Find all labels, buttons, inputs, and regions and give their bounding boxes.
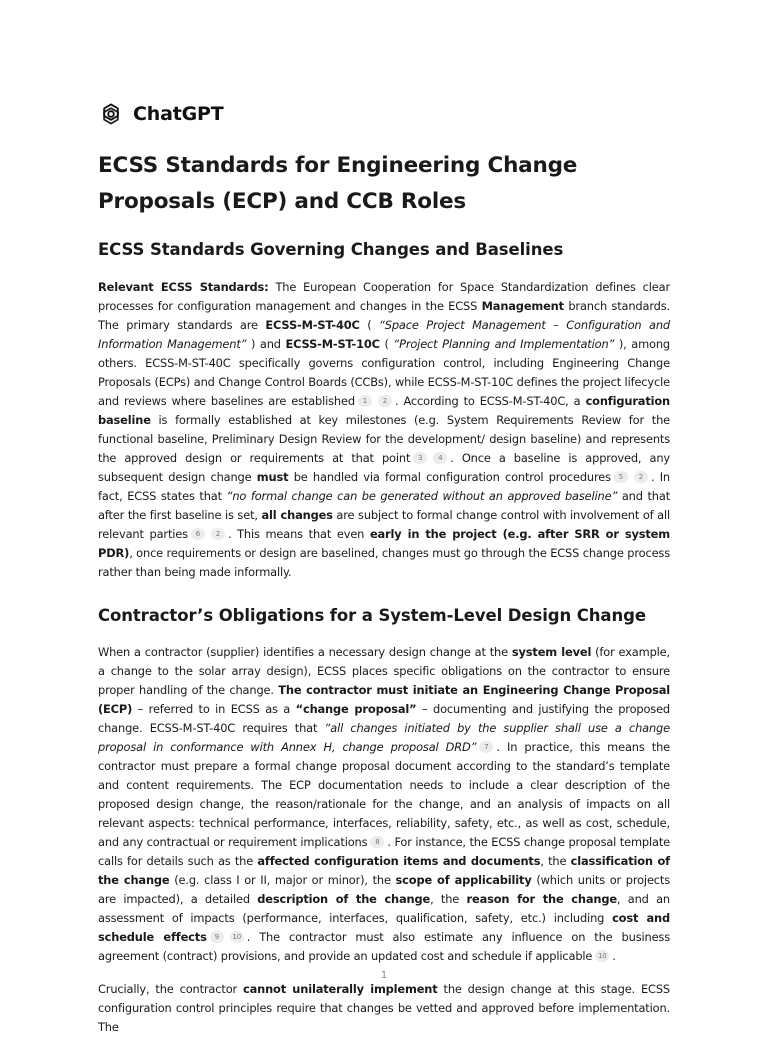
bold-text: cannot unilaterally implement	[242, 982, 438, 996]
citation-badge[interactable]: 2	[211, 528, 225, 540]
text-run: – referred to in ECSS as a	[132, 702, 296, 716]
text-run: . The contractor must also estimate any influence on the business agreement (contract) provisions, and provide an updated cost and schedule if applicable	[98, 930, 670, 963]
text-run: (	[359, 318, 380, 332]
text-run: is formally established at key milestones (e.g. System Requirements Review for the functional baseline, Preliminary Design Review for the development/ design baseline) and represents the approved design or requirements at that point	[98, 413, 670, 465]
openai-logo-icon	[98, 101, 124, 127]
section-heading-baselines: ECSS Standards Governing Changes and Baselines	[98, 240, 564, 259]
bold-text: cost and schedule effects	[98, 911, 670, 944]
bold-text: early in the project (e.g. after SRR or system PDR)	[98, 527, 670, 560]
paragraph-contractor-ecp	[98, 643, 670, 966]
italic-quote: “no formal change can be generated without an approved baseline”	[226, 489, 618, 503]
text-run: (e.g. class I or II, major or minor), the	[169, 873, 396, 887]
citation-badge[interactable]: 3	[413, 452, 427, 464]
bold-text: scope of applicability	[395, 873, 532, 887]
citation-badge[interactable]: 2	[634, 471, 648, 483]
brand-header	[98, 96, 670, 132]
text-run: Crucially, the contractor	[98, 982, 243, 996]
citation-badge[interactable]: 9	[210, 931, 224, 943]
document-title: ECSS Standards for Engineering Change Proposals (ECP) and CCB Roles	[98, 153, 578, 214]
text-run: , once requirements or design are baselined, changes must go through the ECSS change process rather than being made informally.	[98, 546, 670, 579]
citation-badge[interactable]: 5	[614, 471, 628, 483]
citation-badge[interactable]: 4	[433, 452, 447, 464]
bold-text: classification of the change	[98, 854, 670, 887]
bold-text: description of the change	[257, 892, 431, 906]
paragraph-relevant-standards	[98, 278, 670, 582]
text-run: . For instance, the ECSS change proposal template calls for details such as the	[98, 835, 670, 868]
citation-badge[interactable]: 10	[595, 950, 609, 962]
bold-text: The contractor must initiate an Engineering Change Proposal (ECP)	[98, 683, 670, 716]
paragraph-cannot-implement	[98, 980, 670, 1037]
bold-text: Relevant ECSS Standards:	[98, 280, 269, 294]
bold-text: ECSS-M-ST-10C	[285, 337, 380, 351]
bold-text: “change proposal”	[295, 702, 417, 716]
bold-text: reason for the change	[466, 892, 617, 906]
brand-name: ChatGPT	[133, 103, 224, 125]
text-run: ) and	[246, 337, 286, 351]
text-run: – documenting and justifying the proposed change. ECSS-M-ST-40C requires that	[98, 702, 671, 735]
bold-text: configuration baseline	[98, 394, 671, 427]
document-page	[98, 96, 670, 1037]
text-run: . Once a baseline is approved, any subsequent design change	[98, 451, 670, 484]
text-run: . According to ECSS-M-ST-40C, a	[394, 394, 586, 408]
italic-quote: “all changes initiated by the supplier shall use a change proposal in conformance with Annex H, change proposal DRD”	[98, 721, 670, 754]
italic-quote: “Space Project Management – Configuration and Information Management”	[98, 318, 670, 351]
text-run: , the	[540, 854, 571, 868]
bold-text: must	[256, 470, 289, 484]
citation-badge[interactable]: 10	[230, 931, 244, 943]
section-heading-contractor-obligations: Contractor’s Obligations for a System-Level Design Change	[98, 606, 646, 625]
text-run: be handled via formal configuration control procedures	[288, 470, 611, 484]
text-run: .	[612, 949, 616, 963]
citation-badge[interactable]: 6	[191, 528, 205, 540]
text-run: branch standards. The primary standards are	[98, 299, 670, 332]
text-run: . This means that even	[227, 527, 370, 541]
text-run: (	[379, 337, 394, 351]
text-run: and that after the first baseline is set,	[98, 489, 671, 522]
text-run: (which units or projects are impacted), a detailed	[98, 873, 671, 906]
text-run: , the	[430, 892, 467, 906]
text-run: The European Cooperation for Space Standardization defines clear processes for configuration management and changes in the ECSS	[98, 280, 670, 313]
bold-text: ECSS-M-ST-40C	[265, 318, 360, 332]
italic-quote: “Project Planning and Implementation”	[393, 337, 615, 351]
text-run: (for example, a change to the solar array design), ECSS places specific obligations on the contractor to ensure proper handling of the change.	[98, 645, 670, 697]
text-run: ), among others. ECSS-M-ST-40C specifically governs configuration control, including Engineering Change Proposals (ECPs) and Change Control Boards (CCBs), while ECSS-M-ST-10C defines the project lifecycle and reviews where baselines are established	[98, 337, 670, 408]
text-run: . In practice, this means the contractor must prepare a formal change proposal document according to the standard’s template and content requirements. The ECP documentation needs to include a clear description of the proposed design change, the reason/rationale for the change, and an analysis of impacts on all relevant aspects: technical performance, interfaces, reliability, safety, etc., as well as cost, schedule, and any contractual or requirement implications	[98, 740, 670, 849]
text-run: are subject to formal change control with involvement of all relevant parties	[98, 508, 670, 541]
bold-text: affected configuration items and documents	[257, 854, 541, 868]
bold-text: system level	[511, 645, 592, 659]
bold-text: all changes	[261, 508, 333, 522]
text-run: the design change at this stage. ECSS configuration control principles require that changes be vetted and approved before implementation. The	[98, 982, 670, 1034]
citation-badge[interactable]: 1	[358, 395, 372, 407]
citation-badge[interactable]: 8	[370, 836, 384, 848]
text-run: , and an assessment of impacts (performance, interfaces, qualification, safety, etc.) including	[98, 892, 670, 925]
page-number: 1	[380, 970, 388, 981]
citation-badge[interactable]: 2	[378, 395, 392, 407]
text-run: When a contractor (supplier) identifies a necessary design change at the	[98, 645, 512, 659]
text-run: . In fact, ECSS states that	[98, 470, 670, 503]
bold-text: Management	[481, 299, 564, 313]
citation-badge[interactable]: 7	[479, 741, 493, 753]
